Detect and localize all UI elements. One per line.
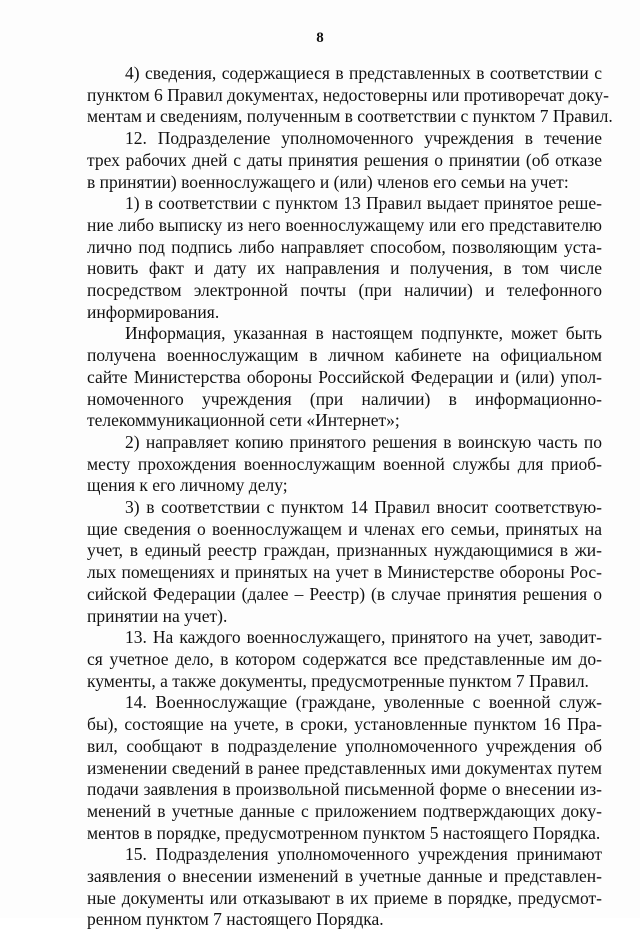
text-line: 4) сведения, содержащиеся в представленных в соответствии с — [125, 63, 602, 83]
page-number: 8 — [316, 30, 324, 46]
text-line: бы), состоящие на учете, в сроки, установленные пунктом 16 Пра- — [87, 714, 602, 735]
text-line: 14. Военнослужащие (граждане, уволенные с военной служ- — [125, 692, 602, 713]
text-line: лых помещениях и принятых на учет в Министерстве обороны Рос- — [87, 562, 602, 583]
paragraph — [87, 323, 602, 432]
paragraph — [87, 692, 602, 844]
text-line: принятии на учет). — [87, 605, 228, 626]
text-line: ментов в порядке, предусмотренном пунктом 5 настоящего Порядка. — [87, 822, 601, 843]
text-line: получена военнослужащим в личном кабинете на официальном — [87, 345, 602, 366]
text-line: менений в учетные данные с приложением подтверждающих доку- — [87, 800, 602, 821]
text-line: ные документы или отказывают в их приеме в порядке, предусмот- — [87, 887, 602, 908]
text-line: ние либо выписку из него военнослужащему или его представителю — [87, 214, 602, 235]
text-line: вил, сообщают в подразделение уполномоченного учреждения об — [87, 735, 602, 756]
text-line: 13. На каждого военнослужащего, принятого на учет, заводит- — [125, 627, 602, 648]
paragraph — [87, 128, 602, 193]
text-line: посредством электронной почты (при наличии) и телефонного — [87, 280, 602, 301]
document-body — [87, 63, 613, 931]
text-line: ся учетное дело, в котором содержатся все представленные им до- — [87, 648, 602, 669]
text-line: 3) в соответствии с пунктом 14 Правил вносит соответствую- — [125, 497, 602, 518]
text-line: пунктом 6 Правил документах, недостоверны или противоречат доку- — [87, 84, 610, 105]
text-line: 12. Подразделение уполномоченного учреждения в течение — [125, 128, 602, 149]
text-line: в принятии) военнослужащего и (или) членов его семьи на учет: — [87, 171, 569, 192]
paragraph — [87, 193, 602, 323]
text-line: сийской Федерации (далее – Реестр) (в случае принятия решения о — [87, 583, 602, 604]
text-line: щения к его личному делу; — [87, 475, 288, 496]
text-line: подачи заявления в произвольной письменной форме о внесении из- — [87, 779, 602, 800]
text-line: номоченного учреждения (при наличии) в информационно- — [87, 388, 602, 409]
text-line: новить факт и дату их направления и получения, в том числе — [87, 258, 602, 279]
paragraph — [87, 432, 602, 497]
paragraph — [87, 497, 602, 627]
text-line: телекоммуникационной сети «Интернет»; — [87, 410, 400, 431]
text-line: сайте Министерства обороны Российской Федерации и (или) упол- — [87, 366, 602, 387]
text-line: изменении сведений в ранее представленных ими документах путем — [87, 757, 602, 778]
text-line: лично под подпись либо направляет способом, позволяющим уста- — [87, 236, 602, 257]
text-line: ментам и сведениям, полученным в соответствии с пунктом 7 Правил. — [87, 106, 613, 127]
paragraph — [87, 63, 613, 128]
paragraph — [87, 627, 602, 692]
text-line: информирования. — [87, 301, 220, 322]
text-line: 2) направляет копию принятого решения в воинскую часть по — [125, 431, 602, 452]
text-line: 1) в соответствии с пунктом 13 Правил выдает принятое реше- — [125, 193, 602, 214]
text-line: щие сведения о военнослужащем и членах его семьи, принятых на — [87, 518, 602, 539]
text-line: заявления о внесении изменений в учетные данные и представлен- — [87, 866, 602, 887]
text-line: месту прохождения военнослужащим военной службы для приоб- — [87, 453, 602, 474]
text-line: учет, в единый реестр граждан, признанных нуждающимися в жи- — [87, 540, 602, 561]
text-line: ренном пунктом 7 настоящего Порядка. — [87, 909, 384, 930]
text-line: кументы, а также документы, предусмотренные пунктом 7 Правил. — [87, 670, 589, 691]
text-line: трех рабочих дней с даты принятия решения о принятии (об отказе — [87, 149, 602, 170]
text-line: 15. Подразделения уполномоченного учреждения принимают — [125, 844, 602, 865]
text-line: Информация, указанная в настоящем подпункте, может быть — [125, 323, 602, 344]
